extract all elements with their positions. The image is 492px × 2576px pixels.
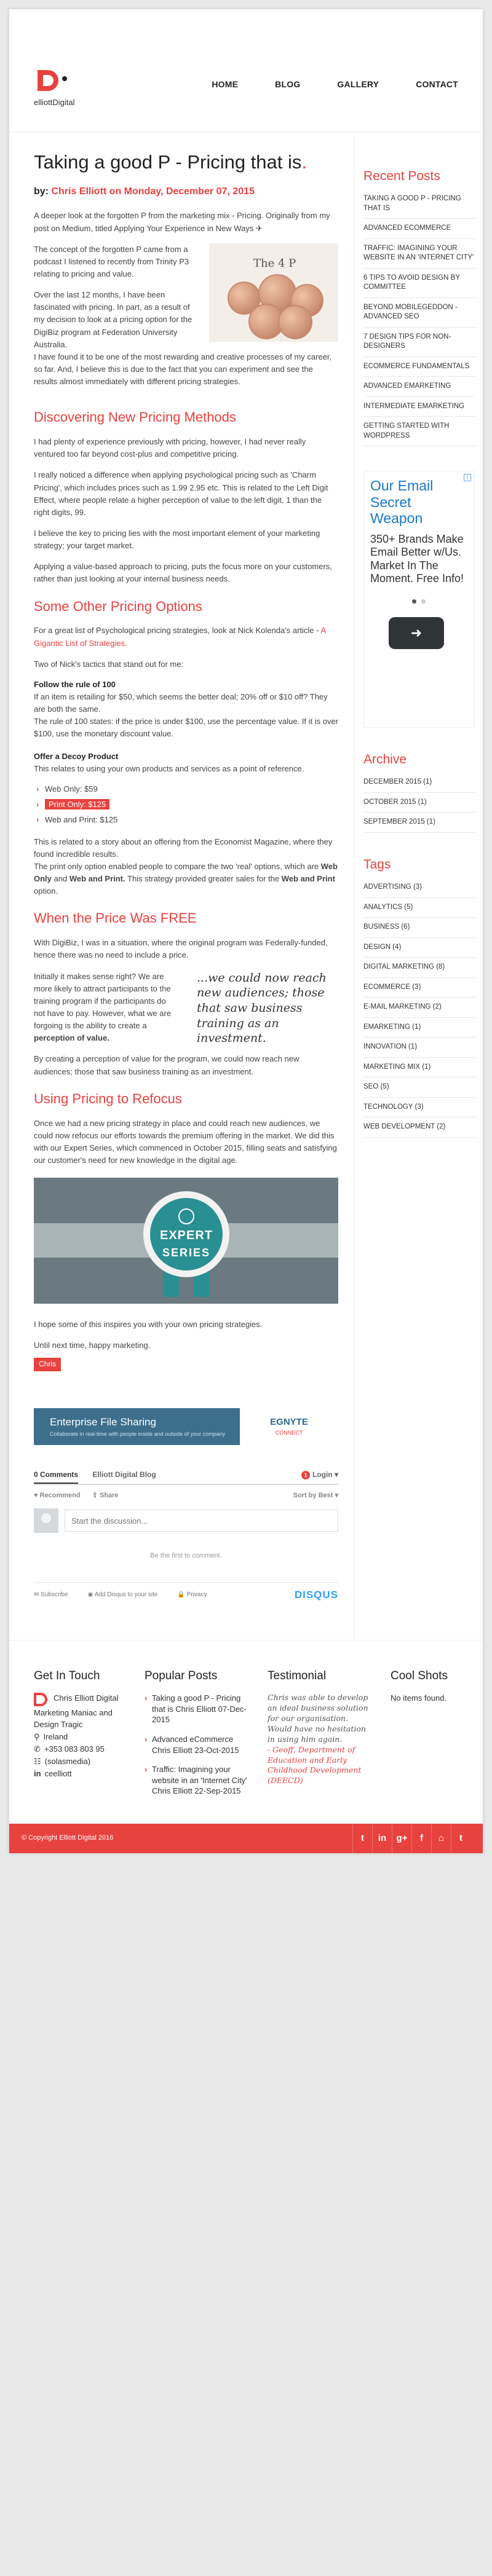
- sort-dropdown[interactable]: Sort by Best ▾: [293, 1492, 338, 1500]
- footer-cool-title: Cool Shots: [391, 1669, 448, 1682]
- copyright-bar: [9, 1824, 483, 1853]
- ad-body: 350+ Brands Make Email Better w/Us. Market In The Moment. Free Info!: [370, 532, 464, 585]
- highlighted-option: Print Only: $125: [45, 799, 109, 809]
- recommend-label: Recommend: [39, 1492, 81, 1500]
- tag-link[interactable]: TECHNOLOGY (3): [363, 1098, 477, 1118]
- footer-testimonial: [268, 1668, 372, 1805]
- paragraph: I had plenty of experience previously with pricing, however, I had never really ventured too far beyond cost-plus and competitive pricing.: [34, 437, 306, 459]
- image-title: The 4 P: [253, 256, 296, 270]
- tumblr-icon[interactable]: t: [451, 1824, 470, 1853]
- paragraph-text: For a great list of Psychological pricing strategies, look at Nick Kolenda's article -: [34, 626, 319, 636]
- recent-post-link[interactable]: ADVANCED ECOMMERCE: [363, 219, 477, 239]
- paragraph: Two of Nick's tactics that stand out for me:: [34, 659, 184, 669]
- share-button[interactable]: [92, 1492, 119, 1499]
- paragraph: I hope some of this inspires you with your own pricing strategies.: [34, 1320, 263, 1329]
- rule-of-100-title: Follow the rule of 100: [34, 679, 116, 689]
- add-disqus-label: Add Disqus to your site: [94, 1591, 158, 1599]
- section-heading: Some Other Pricing Options: [34, 598, 202, 614]
- logo-text: elliottDigital: [34, 98, 75, 107]
- byline-prefix: by:: [34, 186, 49, 197]
- footer-testimonial-title: Testimonial: [268, 1669, 327, 1682]
- sidebar-ad[interactable]: [363, 471, 474, 728]
- list-item: › Web and Print: $125: [45, 814, 338, 826]
- recent-post-link[interactable]: TAKING A GOOD P - PRICING THAT IS: [363, 189, 477, 219]
- four-p-image: [209, 243, 338, 342]
- main-content: [9, 132, 354, 1640]
- paragraph: By creating a perception of value for the program, we could now reach new audiences; those that saw business training as an investment.: [34, 1054, 300, 1076]
- tag-link[interactable]: ECOMMERCE (3): [363, 978, 477, 998]
- subscribe-link[interactable]: ✉ Subscribe: [34, 1591, 68, 1599]
- chevron-down-icon: ▾: [334, 1470, 338, 1479]
- recent-post-link[interactable]: INTERMEDIATE EMARKETING: [363, 397, 477, 417]
- contact-name: Chris Elliott Digital: [54, 1693, 119, 1703]
- bold-text: Web and Print.: [69, 874, 125, 884]
- tag-link[interactable]: DIGITAL MARKETING (8): [363, 958, 477, 978]
- bold-text: Web Only: [34, 862, 338, 884]
- paragraph-text: The rule of 100 states: if the price is under $100, use the percentage value. If it is over $100, use the monetary discount value.: [34, 716, 339, 739]
- paragraph: [34, 624, 338, 649]
- archive-link[interactable]: DECEMBER 2015 (1): [363, 773, 477, 793]
- testimonial-author: - Geoff, Department of Education and Early Childhood Development (DEECD): [268, 1744, 362, 1786]
- tag-link[interactable]: DESIGN (4): [363, 938, 477, 958]
- digibiz-icon: [178, 1208, 194, 1224]
- recent-post-link[interactable]: 7 DESIGN TIPS FOR NON-DESIGNERS: [363, 328, 477, 357]
- ad-carousel-dots: [370, 596, 467, 607]
- paragraph: With DigiBiz, I was in a situation, where the original program was Federally-funded, hence there was no need to include a price.: [34, 938, 328, 960]
- phone-icon: ✆: [34, 1744, 41, 1754]
- site-footer: [9, 1640, 483, 1824]
- paragraph: [34, 861, 338, 897]
- contact-linkedin[interactable]: ceelliott: [44, 1769, 72, 1779]
- paragraph: This relates to using your own products and services as a point of reference.: [34, 764, 304, 774]
- ad-banner[interactable]: [34, 1408, 338, 1445]
- bold-text: Web and Print: [281, 874, 335, 884]
- tag-link[interactable]: INNOVATION (1): [363, 1038, 477, 1058]
- arrow-right-icon: ➜: [410, 624, 423, 640]
- login-button[interactable]: [301, 1470, 338, 1480]
- paragraph: Over the last 12 months, I have been fascinated with pricing. In part, as a result of my decision to look at a pricing option for the DigiBiz program at Federation University Australia.: [34, 290, 192, 349]
- recent-post-link[interactable]: TRAFFIC: IMAGINING YOUR WEBSITE IN AN 'INTERNET CITY': [363, 239, 477, 269]
- no-comments-text: Be the first to comment.: [150, 1552, 222, 1560]
- instagram-icon[interactable]: ⌂: [431, 1824, 451, 1853]
- notification-badge: 1: [301, 1471, 310, 1479]
- nav-contact[interactable]: CONTACT: [416, 79, 458, 89]
- tag-link[interactable]: MARKETING MIX (1): [363, 1058, 477, 1078]
- ad-go-button[interactable]: [389, 617, 444, 649]
- contact-role: Marketing Maniac and Design Tragic: [34, 1708, 113, 1729]
- twitter-icon: ☷: [34, 1757, 41, 1767]
- contact-phone[interactable]: +353 083 803 95: [44, 1744, 105, 1754]
- popular-post-link[interactable]: › Traffic: Imagining your website in an 'Internet City' Chris Elliott 22-Sep-2015: [145, 1764, 249, 1797]
- privacy-label: Privacy: [186, 1591, 207, 1599]
- page: [9, 9, 483, 1853]
- paragraph: Once we had a new pricing strategy in place and could reach new audiences, we could now refocus our efforts towards the premium offering in the market. We did this with our Expert Series, which commenced in October 2015, filling seats and satisfying our customer's need for new knowledge in the digital age.: [34, 1118, 337, 1165]
- location-icon: ⚲: [34, 1731, 40, 1741]
- badge-line2: SERIES: [162, 1246, 211, 1259]
- list-item: [45, 799, 338, 811]
- post-title: Taking a good P - Pricing that is.: [34, 151, 308, 173]
- facebook-icon[interactable]: f: [411, 1824, 431, 1853]
- byline-author-date[interactable]: Chris Elliott on Monday, December 07, 2015: [51, 186, 255, 197]
- cool-shots-empty: No items found.: [391, 1693, 447, 1703]
- section-heading: Discovering New Pricing Methods: [34, 409, 236, 425]
- tag-link[interactable]: SEO (5): [363, 1077, 477, 1098]
- subscribe-label: Subscribe: [41, 1591, 68, 1599]
- heart-icon: ♥: [34, 1492, 38, 1500]
- list-item: › Web Only: $59: [45, 784, 338, 795]
- nav-home[interactable]: HOME: [212, 79, 239, 89]
- comments-count-tab[interactable]: 0 Comments: [34, 1470, 78, 1484]
- ad-subtitle: Collaborate in real-time with people inside and outside of your company: [50, 1430, 226, 1437]
- main-nav: [175, 78, 458, 90]
- social-links: [352, 1824, 470, 1853]
- footer-popular: [145, 1668, 249, 1805]
- tags-title: Tags: [363, 857, 391, 872]
- bold-text: perception of value.: [34, 1033, 109, 1043]
- paragraph-text: and: [54, 874, 68, 884]
- ad-brand: EGNYTE: [270, 1417, 308, 1428]
- paragraph-text: If an item is retailing for $50, which seems the better deal; 20% off or $10 off? They are both the same.: [34, 691, 328, 714]
- post-title-text: Taking a good P - Pricing that is: [34, 151, 302, 173]
- google-plus-icon[interactable]: g+: [392, 1824, 411, 1853]
- ad-headline: Our Email Secret Weapon: [370, 478, 434, 527]
- paragraph: [34, 836, 338, 861]
- recent-post-link[interactable]: 6 TIPS TO AVOID DESIGN BY COMMITTEE: [363, 269, 477, 298]
- logo-mark-icon: [34, 1693, 47, 1706]
- paragraph: I have found it to be one of the most rewarding and creative processes of my career, so far. And, I believe this is due to the fact that you can experiment and see the results almost immediately with different pricing strategies.: [34, 352, 332, 387]
- section-heading: Using Pricing to Refocus: [34, 1090, 182, 1106]
- login-label: Login: [312, 1470, 333, 1479]
- section-heading: When the Price Was FREE: [34, 910, 197, 926]
- popular-post-link[interactable]: › Taking a good P - Pricing that is Chris Elliott 07-Dec-2015: [145, 1693, 249, 1725]
- tag-link[interactable]: BUSINESS (6): [363, 918, 477, 938]
- post-byline: [34, 184, 338, 199]
- footer-contact-title: Get In Touch: [34, 1669, 100, 1682]
- sidebar: [354, 132, 483, 1640]
- paragraph: Until next time, happy marketing.: [34, 1341, 151, 1350]
- plane-icon: ✈: [255, 223, 263, 233]
- tag-link[interactable]: ANALYTICS (5): [363, 898, 477, 918]
- add-disqus-link[interactable]: ◉ Add Disqus to your site: [87, 1591, 158, 1599]
- recent-post-link[interactable]: ECOMMERCE FUNDAMENTALS: [363, 357, 477, 377]
- paragraph: The concept of the forgotten P came from a podcast I listened to recently from Trinity P3 relating to pricing and value.: [34, 244, 189, 278]
- recommend-button[interactable]: [34, 1492, 81, 1499]
- disqus-logo[interactable]: DISQUS: [294, 1589, 338, 1601]
- linkedin-icon[interactable]: in: [372, 1824, 392, 1853]
- tag-link[interactable]: ADVERTISING (3): [363, 878, 477, 898]
- recent-post-link[interactable]: BEYOND MOBILEGEDDON - ADVANCED SEO: [363, 298, 477, 328]
- ad-brand-sub: CONNECT: [275, 1430, 303, 1436]
- expert-badge: [143, 1191, 229, 1277]
- ad-title: Enterprise File Sharing: [50, 1416, 156, 1428]
- site-header: [9, 9, 483, 132]
- author-tag[interactable]: Chris: [34, 1358, 61, 1371]
- archive-title: Archive: [363, 752, 407, 767]
- tag-link[interactable]: E-MAIL MARKETING (2): [363, 998, 477, 1018]
- nav-gallery[interactable]: GALLERY: [337, 79, 379, 89]
- archive-link[interactable]: OCTOBER 2015 (1): [363, 793, 477, 813]
- expert-series-image: [34, 1178, 338, 1304]
- contact-twitter[interactable]: (solasmedia): [44, 1757, 91, 1767]
- popular-post-link[interactable]: › Advanced eCommerce Chris Elliott 23-Oct-2015: [145, 1734, 249, 1755]
- testimonial-quote: Chris was able to develop an ideal business solution for our organisation. Would have no hesitation in using him again.: [268, 1693, 368, 1744]
- paragraph: Applying a value-based approach to pricing, puts the focus more on your customers, rather than just looking at your internal business needs.: [34, 562, 332, 584]
- site-logo[interactable]: [34, 68, 74, 109]
- linkedin-icon: in: [34, 1769, 41, 1779]
- recent-post-link[interactable]: ADVANCED EMARKETING: [363, 377, 477, 397]
- ad-info-icon[interactable]: i: [464, 474, 471, 481]
- post-intro: [34, 210, 338, 234]
- recent-post-link[interactable]: GETTING STARTED WITH WORDPRESS: [363, 417, 477, 446]
- decoy-title: Offer a Decoy Product: [34, 752, 119, 762]
- article-link[interactable]: A Gigantic List of Strategies.: [34, 626, 326, 648]
- twitter-icon[interactable]: t: [352, 1824, 372, 1853]
- paragraph-text: The print only option enabled people to compare the two 'real' options, which are: [34, 862, 319, 872]
- paragraph: [34, 691, 338, 741]
- intro-text: A deeper look at the forgotten P from the marketing mix - Pricing. Originally from my post on Medium, titled Applying Your Experience in New Ways: [34, 211, 330, 233]
- tag-link[interactable]: WEB DEVELOPMENT (2): [363, 1117, 477, 1138]
- footer-contact: [34, 1668, 126, 1805]
- logo-mark-icon: [34, 68, 62, 96]
- archive-link[interactable]: SEPTEMBER 2015 (1): [363, 813, 477, 833]
- paragraph: I really noticed a difference when applying psychological pricing such as 'Charm Pricing', which includes prices such as 1.99 2.95 etc. This is related to the Left Digit Effect, where people relate a higher perception of value to the left digit, 1 than the right digits, 99.: [34, 470, 328, 517]
- paragraph-text: This strategy provided greater sales for the: [127, 874, 280, 884]
- nav-blog[interactable]: BLOG: [275, 79, 301, 89]
- share-label: Share: [99, 1492, 119, 1500]
- paragraph-text: option.: [34, 886, 58, 896]
- tag-link[interactable]: EMARKETING (1): [363, 1018, 477, 1038]
- badge-line1: EXPERT: [159, 1228, 213, 1242]
- recent-posts-title: Recent Posts: [363, 169, 440, 183]
- disqus-comments: [34, 1470, 338, 1603]
- footer-cool-shots: [391, 1668, 464, 1805]
- comment-input[interactable]: [65, 1510, 338, 1532]
- comments-blog-tab[interactable]: Elliott Digital Blog: [92, 1470, 156, 1479]
- copyright-text: © Copyright Elliott Digital 2016: [22, 1834, 114, 1841]
- paragraph: I believe the key to pricing lies with the most important element of your marketing strategy; your target market.: [34, 528, 320, 551]
- paragraph-text: Initially it makes sense right? We are more likely to attract participants to the training program if the participants do not have to pay. However, what we are forgoing is the ability to create a: [34, 971, 172, 1031]
- sort-label: Sort by Best: [293, 1492, 333, 1500]
- paragraph-text: This is related to a story about an offering from the Economist Magazine, where they found incredible results.: [34, 837, 333, 859]
- privacy-link[interactable]: 🔒 Privacy: [177, 1591, 207, 1599]
- contact-location: Ireland: [43, 1731, 68, 1741]
- footer-popular-title: Popular Posts: [145, 1669, 218, 1682]
- share-icon: ⇪: [92, 1492, 98, 1500]
- pull-quote: ...we could now reach new audiences; those that saw business training as an investment.: [197, 971, 327, 1046]
- avatar: [34, 1508, 58, 1533]
